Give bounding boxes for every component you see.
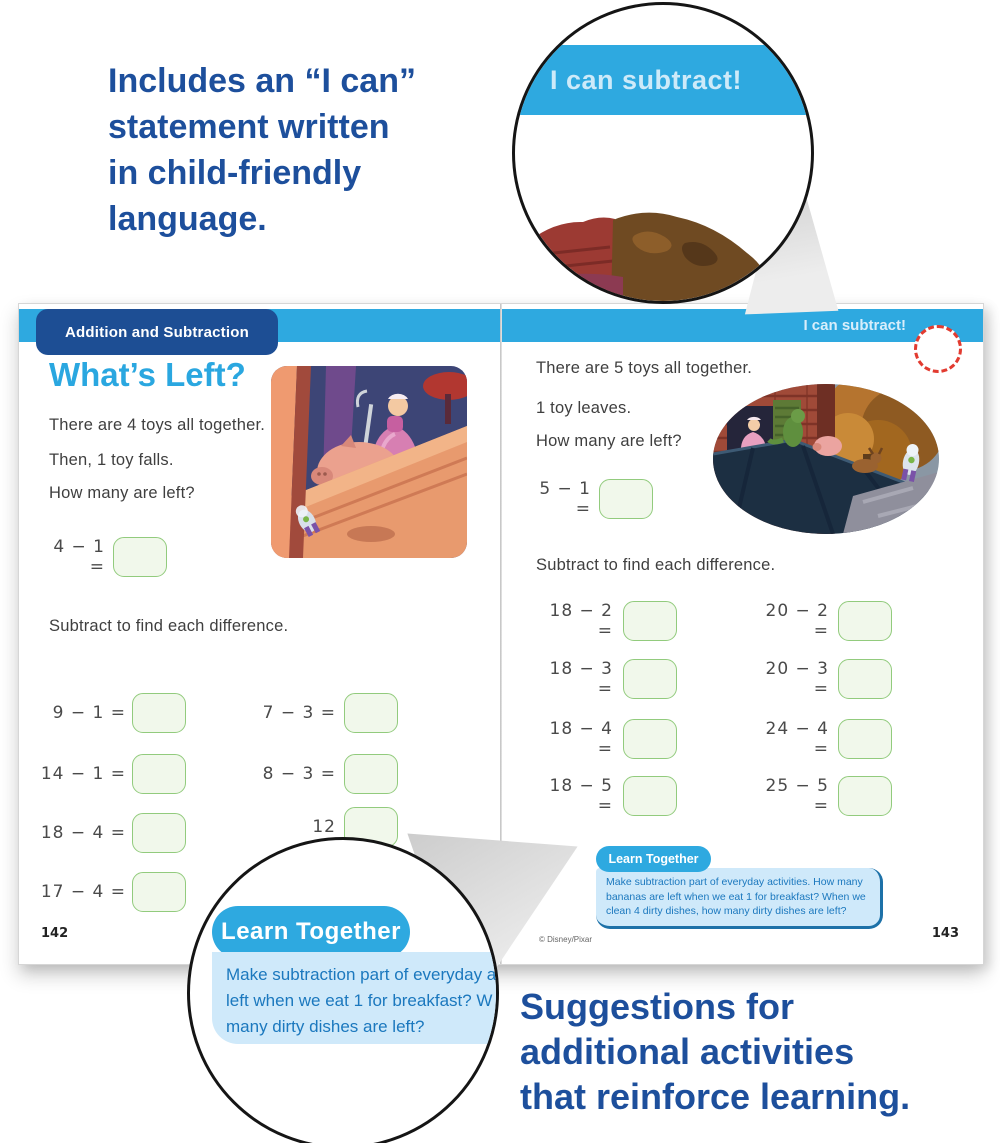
problem-row xyxy=(751,776,892,816)
learn-together-tab xyxy=(596,846,711,872)
page-number-right: 143 xyxy=(931,926,959,941)
headline-bottom-line: additional activities xyxy=(520,1031,855,1072)
equation: 18 − 4 = xyxy=(549,719,613,759)
left-page-title: What’s Left? xyxy=(49,356,246,393)
problem-row xyxy=(29,872,186,912)
problem-row xyxy=(536,659,677,699)
equation: 9 − 1 = xyxy=(52,703,126,723)
answer-box xyxy=(838,601,892,641)
problem-row xyxy=(751,601,892,641)
answer-box xyxy=(132,813,186,853)
magnified-learn-together-tab xyxy=(212,906,410,958)
problem-row xyxy=(751,659,892,699)
answer-box xyxy=(623,776,677,816)
answer-box xyxy=(132,693,186,733)
problem-row xyxy=(29,813,186,853)
answer-box xyxy=(623,659,677,699)
answer-box xyxy=(838,776,892,816)
equation: 20 − 3 = xyxy=(765,659,829,699)
headline-top-line: Includes an “I can” xyxy=(108,62,416,100)
problem-row xyxy=(29,693,186,733)
headline-top-line: in child-friendly xyxy=(108,154,362,192)
problem-row xyxy=(751,719,892,759)
magnified-learn-together-label: Learn Together xyxy=(221,918,401,945)
page-number-left: 142 xyxy=(41,926,69,941)
copyright-line: © Disney/Pixar xyxy=(539,935,593,944)
magnifier-circle-top xyxy=(512,2,814,304)
equation: 18 − 4 = xyxy=(40,823,126,843)
answer-box xyxy=(113,537,167,577)
left-intro-2: Then, 1 toy falls. xyxy=(49,451,174,469)
magnified-learn-together-box xyxy=(212,952,499,1044)
problem-row xyxy=(536,719,677,759)
answer-box xyxy=(344,754,398,794)
equation: 7 − 3 = xyxy=(262,703,336,723)
equation: 12 xyxy=(312,817,336,837)
equation: 8 − 3 = xyxy=(262,764,336,784)
equation: 18 − 2 = xyxy=(549,601,613,641)
headline-top xyxy=(108,58,416,242)
magnified-learn-line: left when we eat 1 for breakfast? W xyxy=(226,991,493,1010)
right-intro-2: 1 toy leaves. xyxy=(536,399,632,417)
learn-together-text: Make subtraction part of everyday activities. How many bananas are left when we eat 1 for breakfast? When we clean 4 dirty dishes, how many dirty dishes are left? xyxy=(606,876,866,917)
example-equation: 5 − 1 = xyxy=(539,479,591,519)
magnifier-circle-bottom xyxy=(187,837,499,1143)
right-intro-3: How many are left? xyxy=(536,432,682,450)
answer-box xyxy=(623,719,677,759)
left-intro-1: There are 4 toys all together. xyxy=(49,416,266,434)
answer-box xyxy=(344,693,398,733)
answer-box xyxy=(838,719,892,759)
magnified-i-can-banner xyxy=(515,45,811,115)
magnified-learn-line: Make subtraction part of everyday a xyxy=(226,965,497,984)
i-can-banner-text: I can subtract! xyxy=(803,317,906,334)
magnified-banner-text: I can subtract! xyxy=(549,64,743,95)
problem-row xyxy=(29,754,186,794)
section-tab-label: Addition and Subtraction xyxy=(65,323,249,341)
answer-box xyxy=(599,479,653,519)
equation: 18 − 5 = xyxy=(549,776,613,816)
equation: 24 − 4 = xyxy=(765,719,829,759)
section-tab xyxy=(36,309,278,355)
problem-row xyxy=(536,601,677,641)
left-intro-3: How many are left? xyxy=(49,484,195,502)
learn-together-box xyxy=(596,868,883,929)
learn-together-tab-label: Learn Together xyxy=(608,852,699,866)
left-page-illustration xyxy=(271,366,467,558)
answer-box xyxy=(132,754,186,794)
headline-bottom-line: Suggestions for xyxy=(520,986,795,1027)
answer-box xyxy=(838,659,892,699)
equation: 25 − 5 = xyxy=(765,776,829,816)
right-intro-1: There are 5 toys all together. xyxy=(536,359,753,377)
headline-top-line: language. xyxy=(108,200,267,238)
magnified-learn-line: many dirty dishes are left? xyxy=(226,1017,425,1036)
right-page-illustration xyxy=(713,384,939,534)
magnified-illustration-fragment xyxy=(515,195,811,304)
headline-top-line: statement written xyxy=(108,108,390,146)
equation: 14 − 1 = xyxy=(40,764,126,784)
answer-box xyxy=(132,872,186,912)
headline-bottom xyxy=(520,984,910,1119)
problem-row xyxy=(239,754,398,794)
answer-box xyxy=(623,601,677,641)
problem-row xyxy=(536,776,677,816)
equation: 17 − 4 = xyxy=(40,882,126,902)
left-instruction: Subtract to find each difference. xyxy=(49,617,289,635)
right-instruction: Subtract to find each difference. xyxy=(536,556,776,574)
right-page xyxy=(501,304,983,964)
headline-bottom-line: that reinforce learning. xyxy=(520,1076,911,1117)
example-equation: 4 − 1 = xyxy=(53,537,105,577)
equation: 20 − 2 = xyxy=(765,601,829,641)
example-problem xyxy=(531,479,653,519)
example-problem xyxy=(47,537,167,577)
sticker-spot-dashed-circle xyxy=(914,325,962,373)
problem-row xyxy=(239,693,398,733)
equation: 18 − 3 = xyxy=(549,659,613,699)
